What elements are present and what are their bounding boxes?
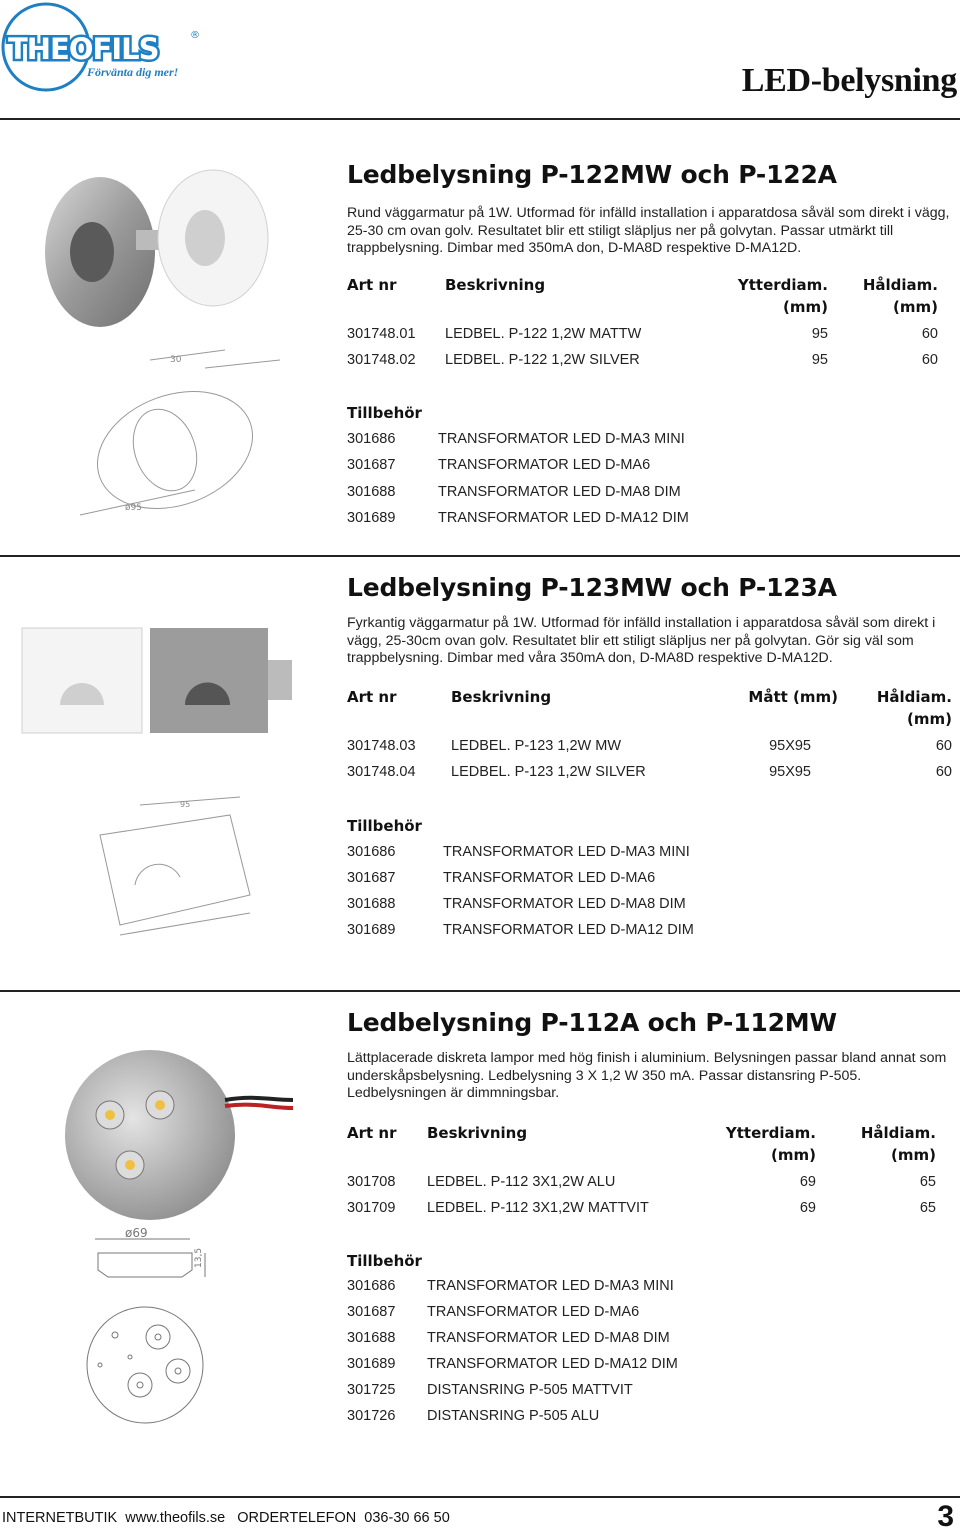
accessory-code: 301687 [347,457,396,473]
accessory-code: 301688 [347,1330,396,1346]
col-header-desc: Beskrivning [445,276,546,294]
accessory-code: 301689 [347,922,396,938]
col-header-art: Art nr [347,276,397,294]
accessory-code: 301686 [347,844,396,860]
accessory-code: 301687 [347,1304,396,1320]
accessories-heading: Tillbehör [347,817,422,835]
section-title: Ledbelysning P-123MW och P-123A [347,573,837,602]
row-art: 301748.04 [347,764,416,780]
svg-text:30: 30 [170,355,182,365]
row-hole: 65 [919,1200,936,1216]
svg-text:13,5: 13,5 [194,1247,204,1268]
svg-text:Förvänta dig mer!: Förvänta dig mer! [87,65,179,79]
accessory-desc: TRANSFORMATOR LED D-MA3 MINI [427,1278,674,1294]
section-divider [0,555,960,557]
footer-contact: INTERNETBUTIK www.theofils.se ORDERTELEFON 036-30 66 50 [2,1510,450,1526]
section-divider [0,990,960,992]
accessory-desc: TRANSFORMATOR LED D-MA12 DIM [443,922,694,938]
svg-text:95: 95 [180,800,191,809]
accessory-code: 301686 [347,1278,396,1294]
svg-text:ø69: ø69 [125,1226,148,1240]
row-art: 301708 [347,1174,396,1190]
col-header-hole: Håldiam. [860,1124,936,1142]
accessory-desc: TRANSFORMATOR LED D-MA6 [443,870,656,886]
section-description: Fyrkantig väggarmatur på 1W. Utformad för infälld installation i apparatdosa såväl som direkt i vägg, 25-30cm ovan golv. Resultatet blir ett stiligt släpljus ner på golvytan. Gör sig väl som trappbelysning. Dimbar med våra 350mA don, D-MA8D respektive D-MA12D. [347,615,936,666]
row-desc: LEDBEL. P-123 1,2W MW [451,738,622,754]
accessory-desc: TRANSFORMATOR LED D-MA6 [438,457,651,473]
section-title: Ledbelysning P-122MW och P-122A [347,160,837,189]
accessory-code: 301725 [347,1382,396,1398]
row-art: 301748.01 [347,326,416,342]
section-title: Ledbelysning P-112A och P-112MW [347,1008,837,1037]
footer-divider [0,1496,960,1498]
row-hole: 60 [921,326,938,342]
accessory-desc: TRANSFORMATOR LED D-MA8 DIM [438,484,681,500]
section-description: Lättplacerade diskreta lampor med hög finish i aluminium. Belysningen passar bland annat som underskåpsbelysning. Ledbelysning 3 X 1,2 W 350 mA. Passar distansring P-505. Ledbelysningen är dimmningsbar. [347,1050,947,1101]
row-hole: 65 [919,1174,936,1190]
row-size: 95X95 [769,738,811,754]
col-header-outer: Ytterdiam. [725,1124,816,1142]
accessories-heading: Tillbehör [347,404,422,422]
row-desc: LEDBEL. P-122 1,2W SILVER [445,352,640,368]
page-title: LED-belysning [741,62,957,99]
col-header-art: Art nr [347,688,397,706]
row-hole: 60 [935,764,952,780]
accessory-desc: DISTANSRING P-505 ALU [427,1408,600,1424]
accessory-code: 301689 [347,510,396,526]
col-header-size: Mått (mm) [748,688,838,706]
accessory-desc: TRANSFORMATOR LED D-MA12 DIM [438,510,689,526]
section-description: Rund väggarmatur på 1W. Utformad för infälld installation i apparatdosa såväl som direkt i vägg, 25-30 cm ovan golv. Resultatet blir ett stiligt släpljus ner på golvytan. Passar utmärkt till trappbelysning. Dimbar med 350mA don, D-MA8D respektive D-MA12D. [347,205,950,256]
row-outer: 95 [811,326,828,342]
svg-text:ø95: ø95 [125,503,142,513]
row-outer: 95 [811,352,828,368]
header-divider [0,118,960,120]
row-desc: LEDBEL. P-112 3X1,2W ALU [427,1174,616,1190]
row-hole: 60 [921,352,938,368]
accessory-desc: TRANSFORMATOR LED D-MA8 DIM [427,1330,670,1346]
row-desc: LEDBEL. P-112 3X1,2W MATTVIT [427,1200,649,1216]
technical-drawing-p123 [80,795,295,945]
accessory-code: 301687 [347,870,396,886]
col-header-hole: Håldiam. [876,688,952,706]
accessory-code: 301686 [347,431,396,447]
col-header-outer-unit: (mm) [771,1146,816,1164]
row-desc: LEDBEL. P-123 1,2W SILVER [451,764,646,780]
accessory-code: 301688 [347,896,396,912]
row-art: 301709 [347,1200,396,1216]
technical-drawing-p122 [55,340,290,540]
col-header-art: Art nr [347,1124,397,1142]
col-header-desc: Beskrivning [451,688,552,706]
svg-text:®: ® [190,30,200,41]
row-size: 95X95 [769,764,811,780]
col-header-hole-unit: (mm) [891,1146,936,1164]
accessory-desc: TRANSFORMATOR LED D-MA3 MINI [443,844,690,860]
col-header-hole: Håldiam. [862,276,938,294]
row-desc: LEDBEL. P-122 1,2W MATTW [445,326,642,342]
accessory-code: 301688 [347,484,396,500]
col-header-outer: Ytterdiam. [737,276,828,294]
col-header-hole-unit: (mm) [893,298,938,316]
row-hole: 60 [935,738,952,754]
accessory-code: 301726 [347,1408,396,1424]
row-outer: 69 [799,1200,816,1216]
technical-drawing-p112 [80,1225,215,1440]
accessory-desc: TRANSFORMATOR LED D-MA8 DIM [443,896,686,912]
accessory-desc: TRANSFORMATOR LED D-MA3 MINI [438,431,685,447]
col-header-hole-unit: (mm) [907,710,952,728]
svg-text:THEOFILS: THEOFILS [8,32,159,66]
row-outer: 69 [799,1174,816,1190]
col-header-outer-unit: (mm) [783,298,828,316]
row-art: 301748.03 [347,738,416,754]
accessory-desc: TRANSFORMATOR LED D-MA12 DIM [427,1356,678,1372]
product-photo-p123 [20,620,300,740]
product-photo-p122 [28,160,278,330]
theofils-logo [0,0,210,95]
row-art: 301748.02 [347,352,416,368]
col-header-desc: Beskrivning [427,1124,528,1142]
accessory-desc: TRANSFORMATOR LED D-MA6 [427,1304,640,1320]
accessories-heading: Tillbehör [347,1252,422,1270]
page-number: 3 [937,1500,954,1533]
accessory-desc: DISTANSRING P-505 MATTVIT [427,1382,633,1398]
accessory-code: 301689 [347,1356,396,1372]
product-photo-p112 [55,1040,295,1220]
